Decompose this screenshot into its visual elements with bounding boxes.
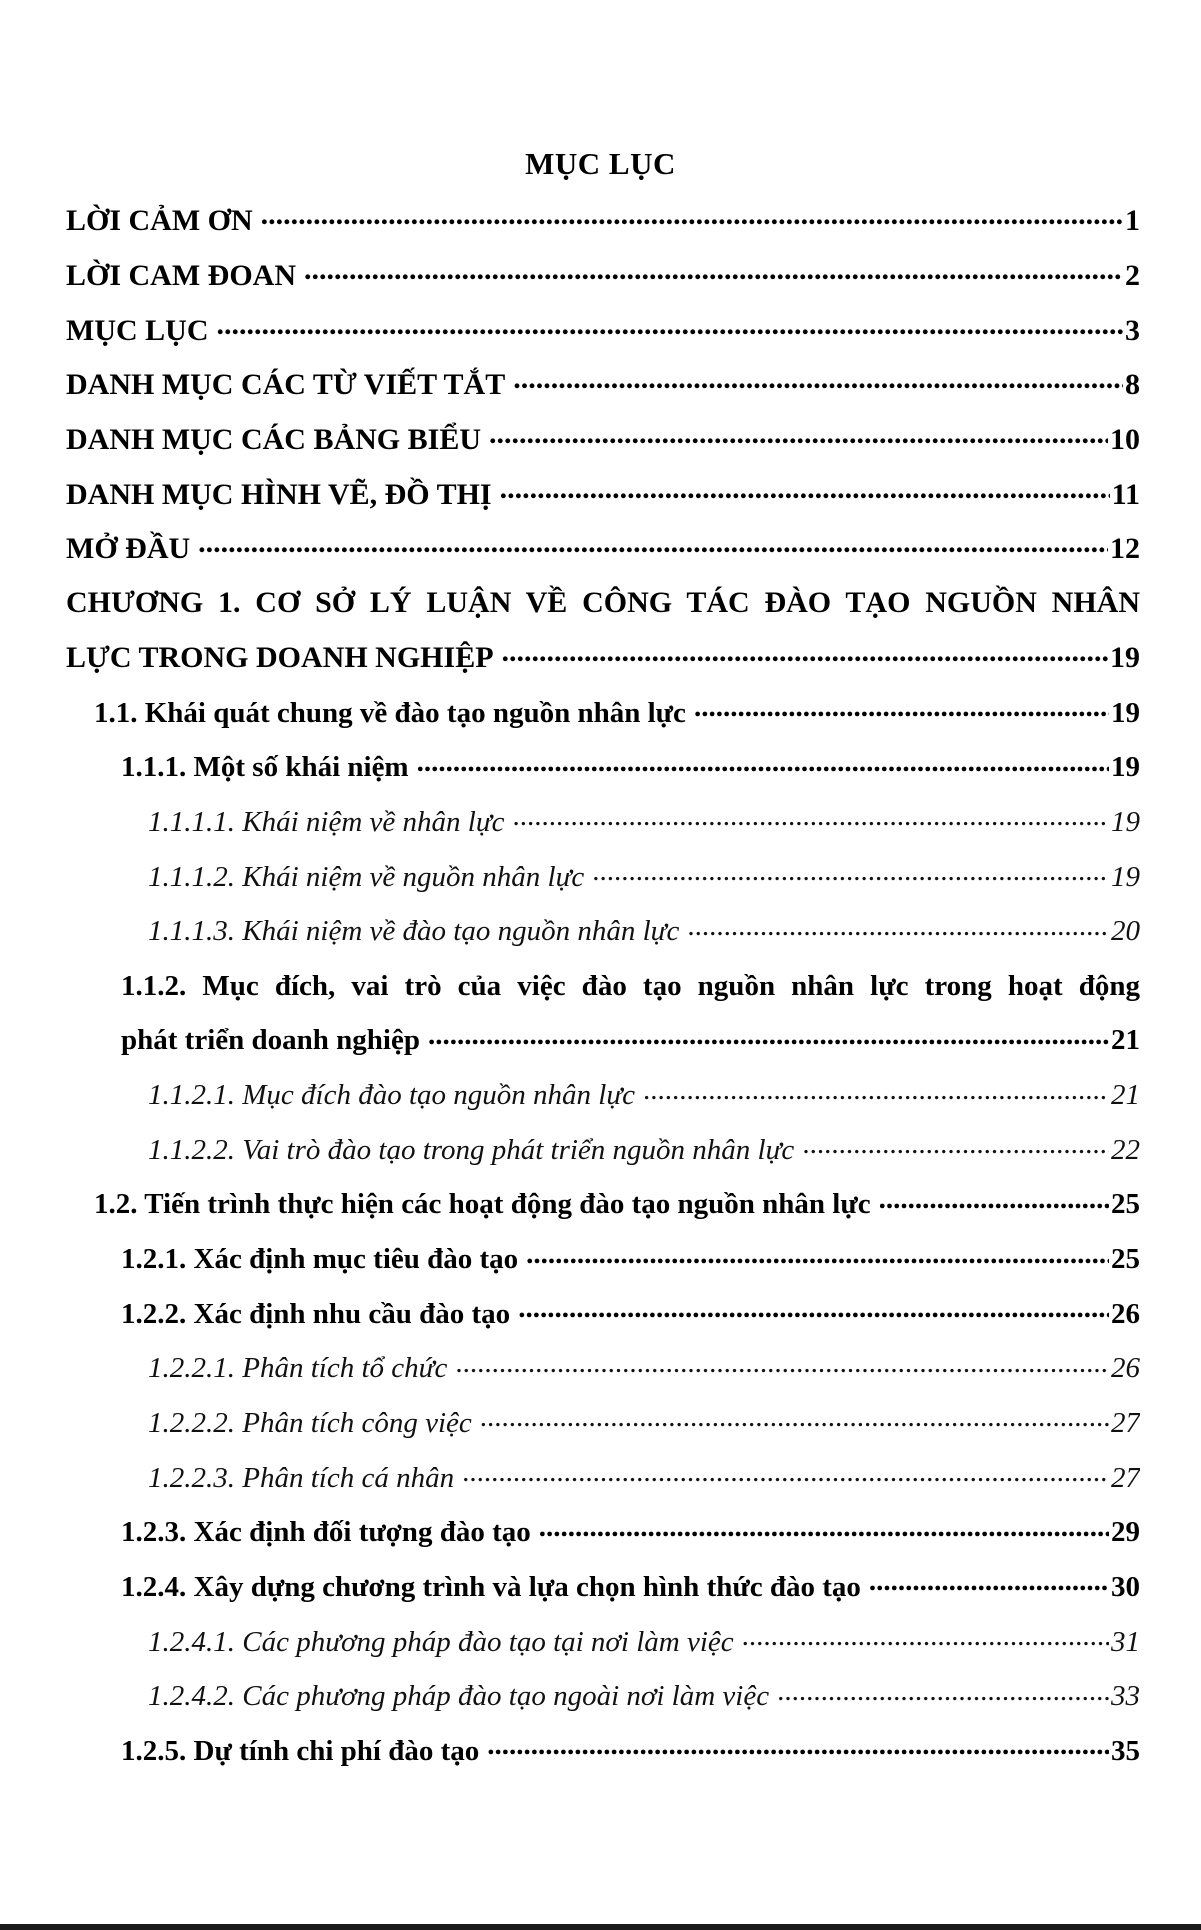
toc-entry-label: MỞ ĐẦU <box>66 532 191 566</box>
toc-page-number: 22 <box>1111 1133 1140 1166</box>
toc-entry-label-line2: LỰC TRONG DOANH NGHIỆP <box>66 641 494 675</box>
toc-entry[interactable] <box>66 686 1140 741</box>
toc-entry-label: 1.1.2.2. Vai trò đào tạo trong phát triển nguồn nhân lực <box>148 1133 795 1166</box>
dot-leader <box>539 1518 1109 1548</box>
dot-leader <box>694 698 1109 728</box>
toc-entry[interactable] <box>66 1560 1140 1615</box>
toc-page-number: 10 <box>1110 422 1140 456</box>
toc-entry-label: 1.2.4. Xây dựng chương trình và lựa chọn hình thức đào tạo <box>121 1570 861 1603</box>
dot-leader <box>428 1026 1109 1056</box>
toc-page-number: 25 <box>1111 1188 1140 1221</box>
toc-entry-label: 1.1.1.1. Khái niệm về nhân lực <box>148 805 505 838</box>
toc-page-number: 20 <box>1111 915 1140 948</box>
toc-page-number: 27 <box>1111 1461 1140 1494</box>
toc-page-number: 25 <box>1111 1243 1140 1276</box>
dot-leader <box>462 1463 1109 1493</box>
toc-page-number: 11 <box>1111 477 1140 511</box>
toc-entry[interactable] <box>66 358 1140 413</box>
toc-page-number: 12 <box>1110 532 1140 566</box>
toc-entry-label: 1.2.3. Xác định đối tượng đào tạo <box>121 1516 531 1549</box>
toc-entry-label: 1.1.1.2. Khái niệm về nguồn nhân lực <box>148 860 585 893</box>
toc-entry[interactable] <box>66 1724 1140 1779</box>
toc-page-number: 8 <box>1125 368 1140 402</box>
toc-page-number: 19 <box>1111 860 1140 893</box>
dot-leader <box>802 1135 1109 1165</box>
dot-leader <box>869 1572 1109 1602</box>
dot-leader <box>513 370 1123 400</box>
dot-leader <box>480 1408 1109 1438</box>
dot-leader <box>526 1245 1109 1275</box>
dot-leader <box>518 1299 1109 1329</box>
toc-entry[interactable] <box>66 1123 1140 1178</box>
toc-entry-label-line1: CHƯƠNG 1. CƠ SỞ LÝ LUẬN VỀ CÔNG TÁC ĐÀO TẠO NGUỒN NHÂN <box>66 586 1140 620</box>
toc-page-number: 21 <box>1111 1079 1140 1112</box>
toc-page-number: 21 <box>1111 1024 1140 1057</box>
toc-entry-label: 1.2.4.1. Các phương pháp đào tạo tại nơi làm việc <box>148 1625 734 1658</box>
toc-page-number: 29 <box>1111 1516 1140 1549</box>
toc-entry[interactable] <box>66 1341 1140 1396</box>
toc-page-number: 33 <box>1111 1680 1140 1713</box>
toc-entry-label: 1.1. Khái quát chung về đào tạo nguồn nhân lực <box>94 696 686 729</box>
table-of-contents <box>66 194 1140 1779</box>
toc-entry[interactable] <box>66 1287 1140 1342</box>
dot-leader <box>417 753 1109 783</box>
toc-entry-label-line1: 1.1.2. Mục đích, vai trò của việc đào tạo nguồn nhân lực trong hoạt động <box>121 969 1140 1002</box>
dot-leader <box>777 1682 1109 1712</box>
toc-entry[interactable] <box>66 1615 1140 1670</box>
toc-page-number: 2 <box>1125 258 1140 292</box>
toc-page-number: 35 <box>1111 1734 1140 1767</box>
dot-leader <box>592 862 1109 892</box>
toc-entry[interactable] <box>66 467 1140 522</box>
toc-entry-label: 1.1.2.1. Mục đích đào tạo nguồn nhân lực <box>148 1079 636 1112</box>
dot-leader <box>742 1627 1109 1657</box>
toc-page-number: 1 <box>1125 204 1140 238</box>
toc-entry[interactable] <box>66 904 1140 959</box>
toc-entry-label: LỜI CAM ĐOAN <box>66 258 296 292</box>
toc-entry-label: 1.1.1. Một số khái niệm <box>121 751 409 784</box>
toc-entry[interactable] <box>66 1451 1140 1506</box>
dot-leader <box>217 316 1124 346</box>
dot-leader <box>513 807 1109 837</box>
toc-entry[interactable] <box>66 1396 1140 1451</box>
dot-leader <box>502 643 1108 673</box>
toc-page-number: 31 <box>1111 1625 1140 1658</box>
toc-entry[interactable] <box>66 249 1140 304</box>
dot-leader <box>489 425 1108 455</box>
dot-leader <box>261 206 1123 236</box>
toc-entry-label: 1.2.2.1. Phân tích tổ chức <box>148 1352 448 1385</box>
bottom-border <box>0 1924 1201 1930</box>
toc-entry-label: 1.2.1. Xác định mục tiêu đào tạo <box>121 1243 519 1276</box>
toc-page-number: 19 <box>1111 805 1140 838</box>
toc-entry-label: 1.2.5. Dự tính chi phí đào tạo <box>121 1734 480 1767</box>
toc-entry-label: 1.2.2.2. Phân tích công việc <box>148 1406 472 1439</box>
toc-entry[interactable] <box>66 795 1140 850</box>
toc-page-number: 30 <box>1111 1570 1140 1603</box>
toc-page-number: 26 <box>1111 1352 1140 1385</box>
toc-entry-chapter[interactable] <box>66 576 1140 685</box>
toc-page-number: 3 <box>1125 313 1140 347</box>
dot-leader <box>500 480 1110 510</box>
dot-leader <box>455 1354 1109 1384</box>
toc-entry[interactable] <box>66 1505 1140 1560</box>
toc-entry-label: 1.2.4.2. Các phương pháp đào tạo ngoài nơi làm việc <box>148 1680 770 1713</box>
toc-entry[interactable] <box>66 194 1140 249</box>
dot-leader <box>643 1081 1109 1111</box>
toc-entry[interactable] <box>66 1178 1140 1233</box>
toc-page-number: 19 <box>1111 751 1140 784</box>
toc-entry[interactable] <box>66 850 1140 905</box>
dot-leader <box>687 917 1109 947</box>
toc-entry-label-line2: phát triển doanh nghiệp <box>121 1024 420 1057</box>
toc-page-number: 19 <box>1110 641 1140 675</box>
toc-entry[interactable] <box>66 303 1140 358</box>
toc-entry-label: DANH MỤC CÁC TỪ VIẾT TẮT <box>66 368 506 402</box>
toc-entry-label: MỤC LỤC <box>66 313 209 347</box>
toc-page-number: 26 <box>1111 1297 1140 1330</box>
toc-entry-label: LỜI CẢM ƠN <box>66 204 253 238</box>
toc-entry-label: 1.1.1.3. Khái niệm về đào tạo nguồn nhân lực <box>148 915 680 948</box>
toc-entry-label: 1.2. Tiến trình thực hiện các hoạt động đào tạo nguồn nhân lực <box>94 1188 871 1221</box>
toc-entry-label: 1.2.2.3. Phân tích cá nhân <box>148 1461 455 1494</box>
page-title: MỤC LỤC <box>525 146 676 181</box>
toc-entry-label: DANH MỤC CÁC BẢNG BIỂU <box>66 422 482 456</box>
toc-entry-label: 1.2.2. Xác định nhu cầu đào tạo <box>121 1297 511 1330</box>
toc-entry-label: DANH MỤC HÌNH VẼ, ĐỒ THỊ <box>66 477 492 511</box>
dot-leader <box>879 1190 1109 1220</box>
toc-entry-section[interactable] <box>66 959 1140 1068</box>
toc-page-number: 27 <box>1111 1406 1140 1439</box>
toc-entry[interactable] <box>66 1669 1140 1724</box>
dot-leader <box>198 534 1108 564</box>
toc-entry[interactable] <box>66 1232 1140 1287</box>
toc-entry[interactable] <box>66 413 1140 468</box>
toc-page-number: 19 <box>1111 696 1140 729</box>
dot-leader <box>304 261 1123 291</box>
dot-leader <box>487 1736 1109 1766</box>
toc-entry[interactable] <box>66 1068 1140 1123</box>
toc-entry[interactable] <box>66 522 1140 577</box>
toc-entry[interactable] <box>66 740 1140 795</box>
